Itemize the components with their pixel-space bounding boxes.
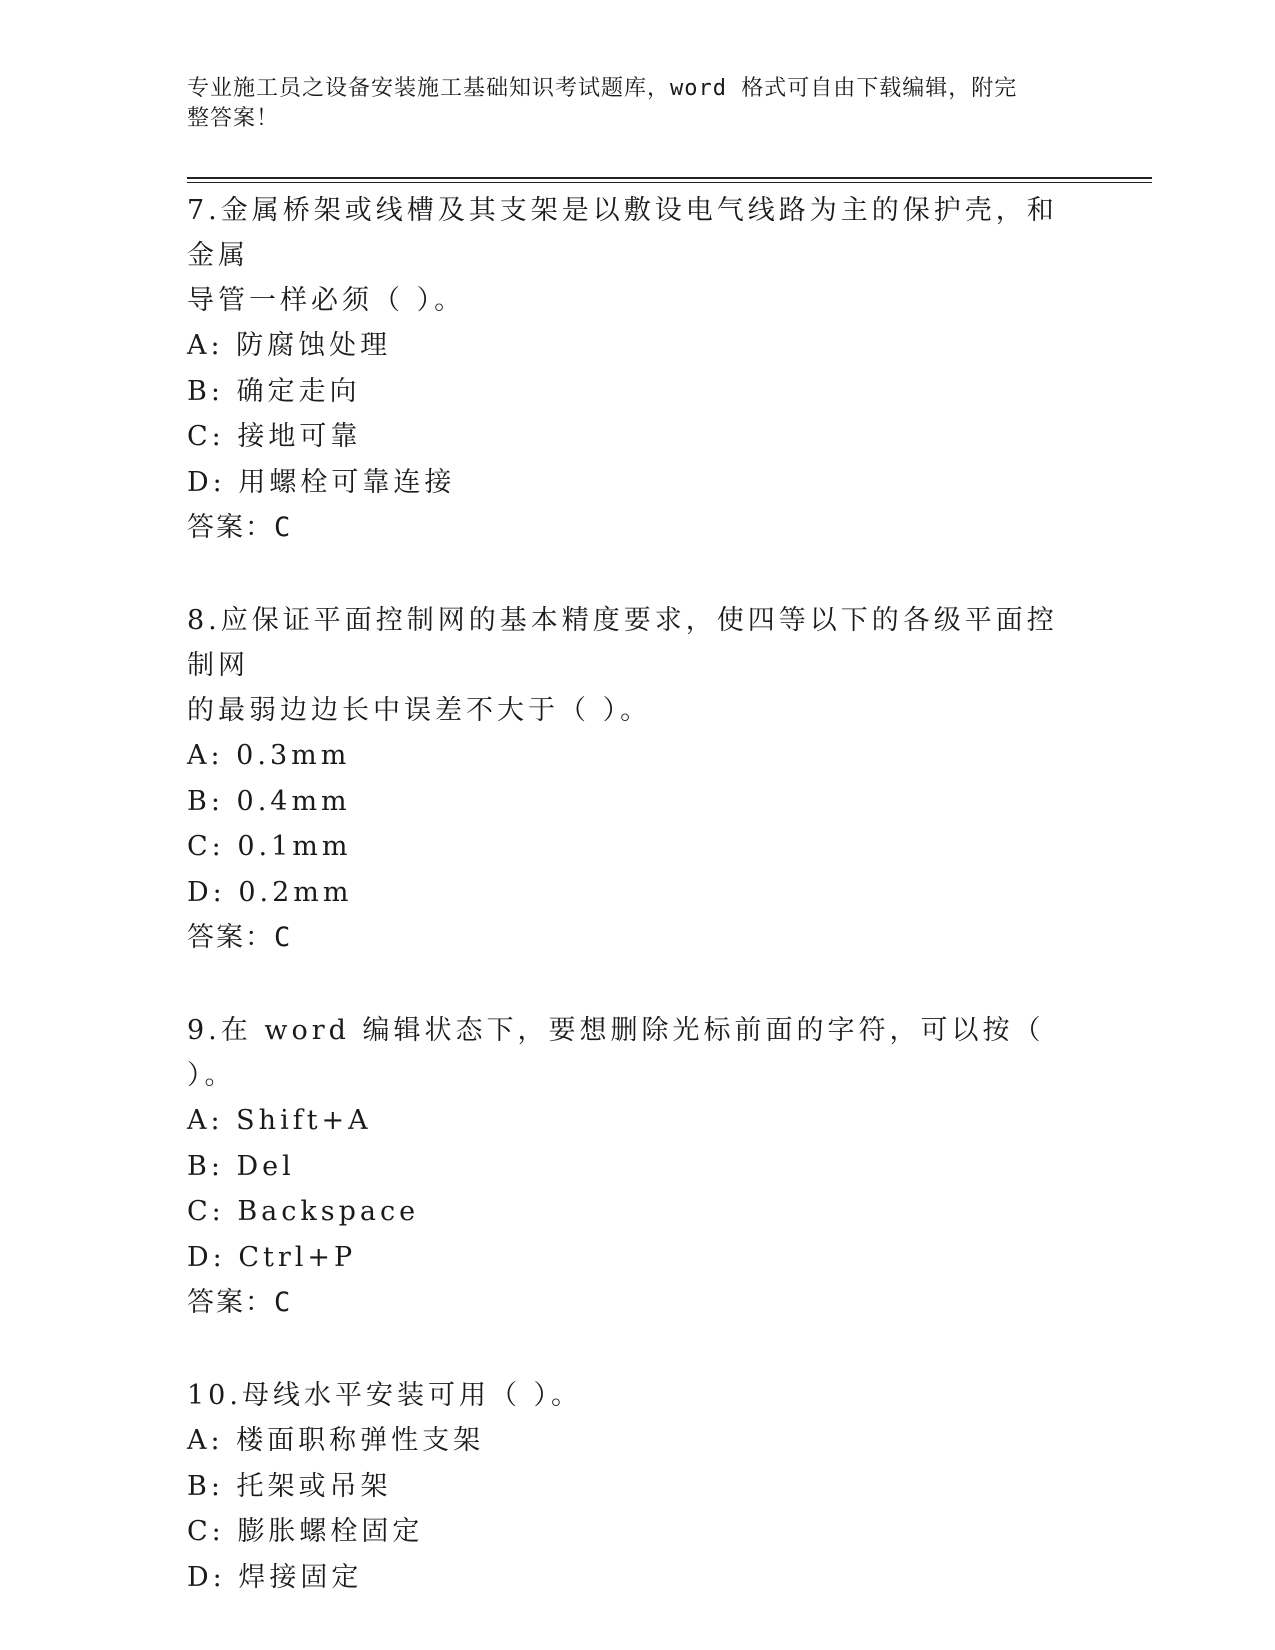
option-b: B: 托架或吊架	[187, 1470, 392, 1502]
question-9	[187, 1008, 1087, 1326]
document-header	[187, 74, 1067, 134]
option-d: D: 0.2mm	[187, 876, 353, 908]
option-a: A: 0.3mm	[187, 740, 351, 771]
header-line-1: 专业施工员之设备安装施工基础知识考试题库，word 格式可自由下载编辑，附完	[187, 76, 1018, 101]
option-c: C: Backspace	[187, 1196, 420, 1227]
header-divider-thick	[187, 177, 1152, 179]
option-b: B: 确定走向	[187, 375, 361, 407]
question-text-line-1: 9.在 word 编辑状态下，要想删除光标前面的字符，可以按（ ）。	[187, 1015, 1045, 1091]
question-text	[187, 188, 1087, 323]
option-a: A: Shift+A	[187, 1105, 372, 1136]
option-d: D: Ctrl+P	[187, 1241, 357, 1273]
question-list	[187, 188, 1087, 1647]
option-a: A: 楼面职称弹性支架	[187, 1425, 485, 1456]
question-7	[187, 188, 1087, 551]
question-text-line-1: 7.金属桥架或线槽及其支架是以敷设电气线路为主的保护壳，和金属	[187, 195, 1058, 271]
question-10	[187, 1373, 1087, 1600]
question-text-line-1: 10.母线水平安装可用（ ）。	[187, 1380, 583, 1411]
option-c: C: 接地可靠	[187, 421, 362, 452]
option-c: C: 0.1mm	[187, 831, 352, 862]
option-b: B: Del	[187, 1150, 295, 1182]
question-text-line-1: 8.应保证平面控制网的基本精度要求，使四等以下的各级平面控制网	[187, 605, 1058, 681]
answer: 答案：C	[187, 1287, 293, 1318]
question-text-line-2: 的最弱边边长中误差不大于（ ）。	[187, 695, 652, 726]
question-text	[187, 1008, 1087, 1098]
option-b: B: 0.4mm	[187, 785, 351, 817]
question-text	[187, 1373, 1087, 1418]
option-d: D: 用螺栓可靠连接	[187, 466, 456, 498]
option-d: D: 焊接固定	[187, 1561, 363, 1593]
option-a: A: 防腐蚀处理	[187, 330, 392, 361]
answer: 答案：C	[187, 922, 293, 953]
header-line-2: 整答案！	[187, 106, 280, 131]
answer: 答案：C	[187, 512, 293, 543]
question-text-line-2: 导管一样必须（ ）。	[187, 285, 466, 316]
header-divider-thin	[187, 182, 1152, 183]
option-c: C: 膨胀螺栓固定	[187, 1516, 424, 1547]
question-8	[187, 598, 1087, 961]
question-text	[187, 598, 1087, 733]
